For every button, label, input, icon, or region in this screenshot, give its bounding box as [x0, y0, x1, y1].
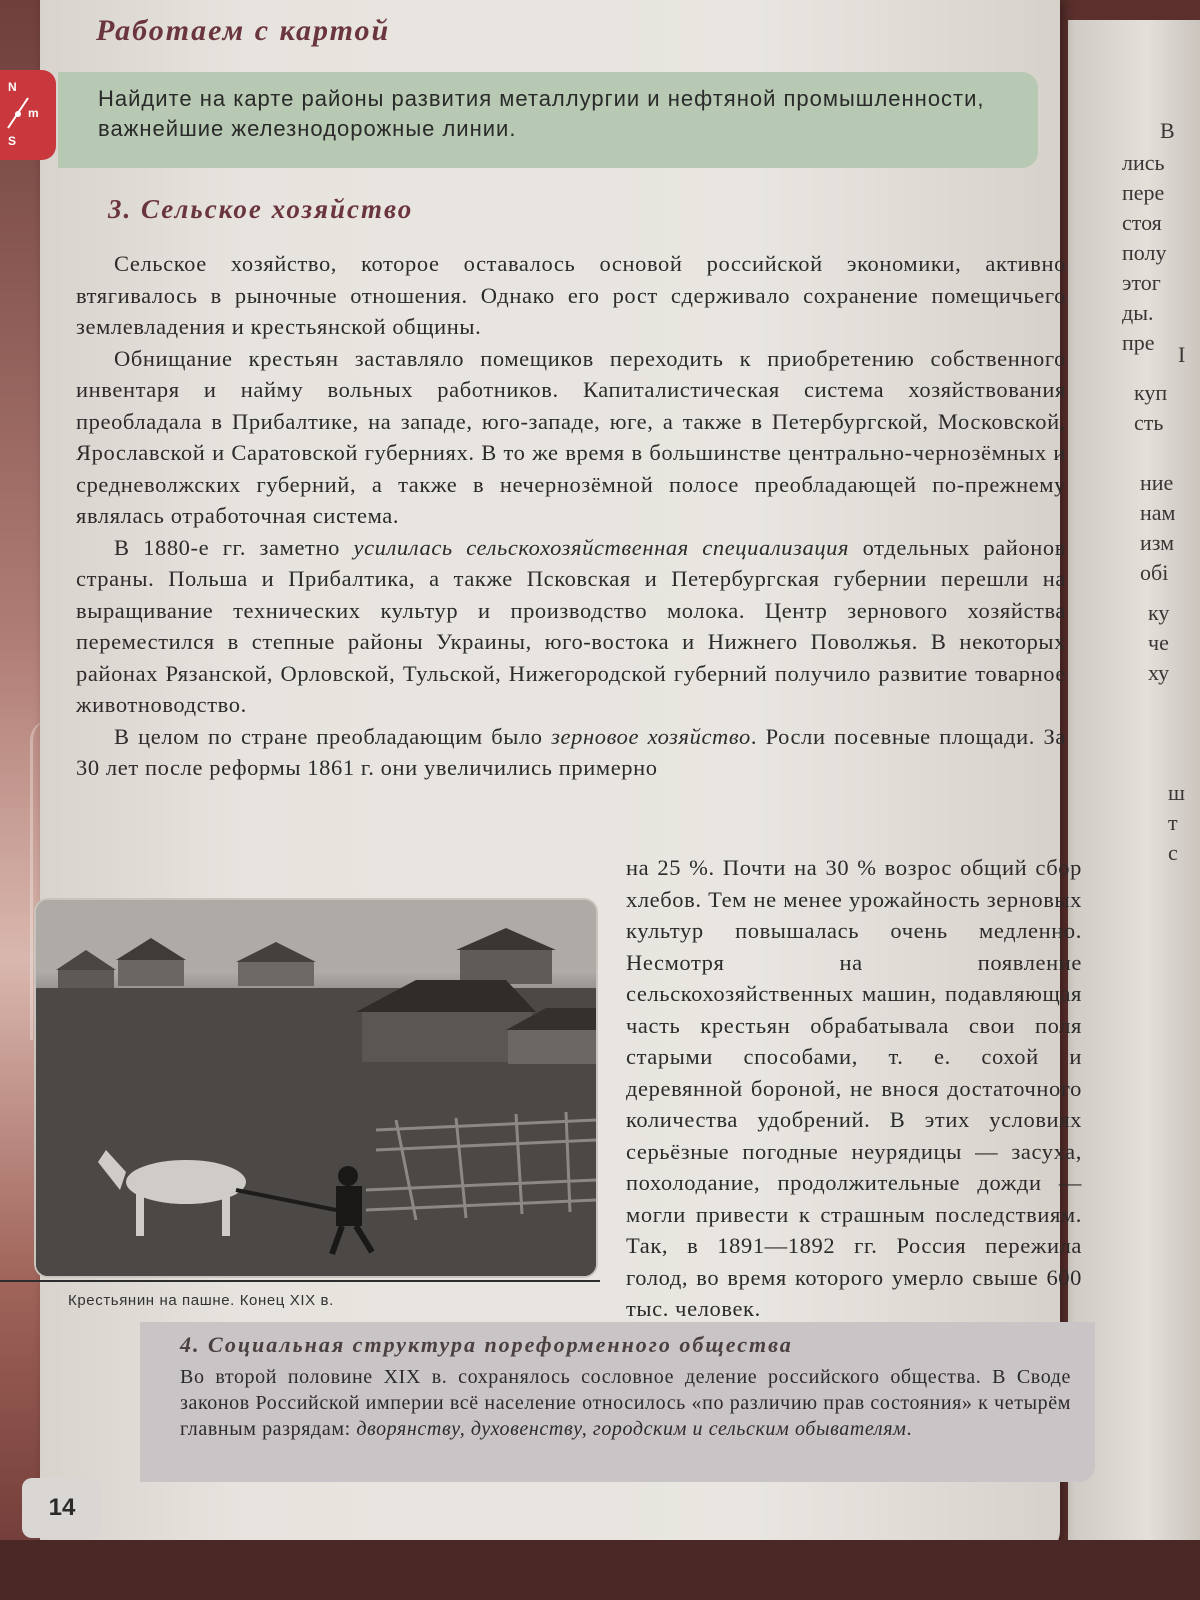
right-page-fragment: изм: [1140, 530, 1175, 555]
section-3-title: 3. Сельское хозяйство: [108, 194, 414, 224]
section-3-body: [76, 248, 1066, 784]
italic-term: дворянству, духовенству, городским и сельским обывателям: [356, 1418, 907, 1440]
paragraph: [76, 721, 1066, 784]
paragraph: Сельское хозяйство, которое оставалось основой российской экономики, активно втягивалось в рыночные отношения. Однако его рост сдерживало сохранение помещичьего землевладения и крестьянской общины.: [76, 251, 1066, 339]
right-page-fragment: сть: [1134, 410, 1164, 435]
map-task-text: Найдите на карте районы развития металлургии и нефтяной промышленности, важнейшие железнодорожные линии.: [98, 86, 985, 141]
right-page-fragment: ку: [1148, 600, 1170, 625]
photo-caption: Крестьянин на пашне. Конец XIX в.: [68, 1292, 334, 1309]
section-4-title: 4. Социальная структура пореформенного общества: [180, 1332, 793, 1357]
section-4-box: [140, 1322, 1095, 1482]
right-page-fragment: т: [1168, 810, 1178, 835]
text-span: . Росли посевные площади. За 30 лет после реформы 1861 г. они увеличились примерно: [76, 723, 1066, 780]
right-page-fragment: ние: [1140, 470, 1174, 495]
right-page-fragment: с: [1168, 840, 1178, 865]
right-page-fragment: пре: [1122, 330, 1155, 355]
right-page-fragment: стоя: [1122, 210, 1162, 235]
right-page-fragment: ш: [1168, 780, 1185, 805]
right-page-fragment: полу: [1122, 240, 1167, 265]
text-span: .: [906, 1418, 913, 1440]
section-4-text: [180, 1364, 1071, 1442]
right-page-fragment: ху: [1148, 660, 1170, 685]
right-page-fragment: обі: [1140, 560, 1169, 585]
caption-divider: [0, 1280, 600, 1282]
paragraph: [76, 532, 1066, 721]
compass-letter: m: [28, 106, 39, 120]
text-span: отдельных районов страны. Польша и Прибалтика, а также Псковская и Петербургская губернии перешли на выращивание технических культур и производство молока. Центр зернового хозяйства переместился в степные районы Украины, юго-востока и Нижнего Поволжья. В некоторых районах Рязанской, Орловской, Тульской, Нижегородской губерний получило развитие товарное животноводство.: [76, 534, 1066, 717]
right-page-fragment: куп: [1134, 380, 1168, 405]
text-span: В целом по стране преобладающим было: [114, 723, 552, 749]
compass-needle-icon: [0, 70, 56, 160]
compass-icon: [0, 70, 56, 160]
map-work-heading: Работаем с картой: [96, 14, 391, 47]
map-task-box: [58, 72, 1038, 168]
right-page-fragment: пере: [1122, 180, 1165, 205]
page-number: 14: [22, 1478, 102, 1538]
right-page-fragment: нам: [1140, 500, 1176, 525]
text-span: В 1880-е гг. заметно: [114, 534, 354, 560]
right-page-fragment: ды.: [1122, 300, 1154, 325]
right-page-fragment: этог: [1122, 270, 1161, 295]
italic-term: усилилась сельскохозяйственная специализация: [353, 534, 850, 560]
paragraph: Обнищание крестьян заставляло помещиков переходить к приобретению собственного инвентаря и найму вольных работников. Капиталистическая система хозяйствования преобладала в Прибалтике, на западе, юго-западе, юге, а также в Петербургской, Московской, Ярославской и Саратовской губерниях. В то же время в большинстве центрально-чернозёмных и средневолжских губерний, а также в нечернозёмной полосе преобладающей по-прежнему являлась отработочная система.: [76, 345, 1066, 528]
right-page-fragment: В: [1160, 118, 1175, 143]
peasant-plowing-photo: [36, 900, 596, 1276]
right-page-fragment: лись: [1122, 150, 1165, 175]
compass-letter: N: [8, 80, 17, 94]
italic-term: зерновое хозяйство: [551, 723, 751, 749]
compass-letter: S: [8, 134, 17, 148]
right-page-fragment: I: [1178, 342, 1186, 367]
text-span: Во второй половине XIX в. сохранялось сословное деление российского общества. В Своде законов Российской империи всё население относилось «по различию прав состояния» к четырём главным разрядам:: [180, 1366, 1071, 1440]
illustration: [36, 900, 596, 1276]
bottom-background: [0, 1540, 1200, 1600]
right-page-fragment: че: [1148, 630, 1169, 655]
section-3-continued: на 25 %. Почти на 30 % возрос общий сбор хлебов. Тем не менее урожайность зерновых культур повышалась очень медленно. Несмотря на появление сельскохозяйственных машин, подавляющая часть крестьян обрабатывала свои поля старыми способами, т. е. сохой и деревянной бороной, не внося достаточного количества удобрений. В этих условиях серьёзные погодные неурядицы — засуха, похолодание, продолжительные дожди — могли привести к страшным последствиям. Так, в 1891—1892 гг. Россия пережила голод, во время которого умерло свыше 600 тыс. человек.: [626, 855, 1082, 1321]
photo-drawing: [36, 900, 596, 1276]
